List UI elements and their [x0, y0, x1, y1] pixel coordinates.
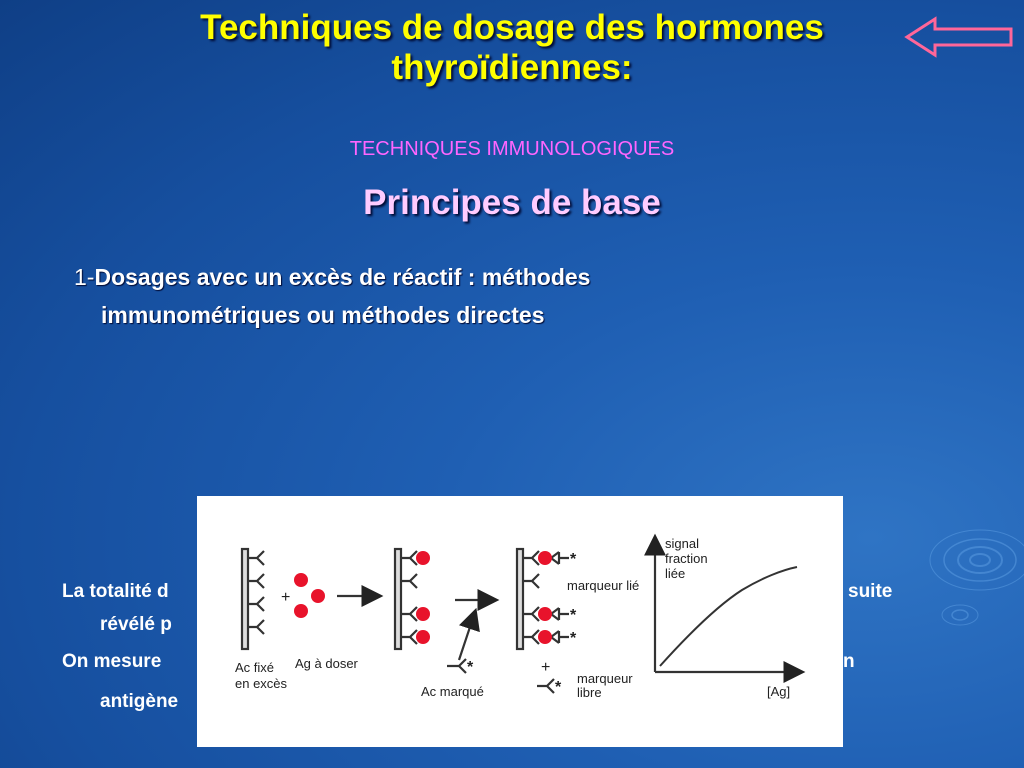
- body-text-p1-start: La totalité d: [62, 581, 169, 602]
- label-ag-a-doser: Ag à doser: [295, 656, 358, 671]
- immunometric-diagram: [197, 496, 843, 747]
- item-line-2: immunométriques ou méthodes directes: [101, 302, 545, 328]
- graph-xlabel: [Ag]: [767, 684, 791, 699]
- antigen-dot: [311, 589, 325, 603]
- marker-asterisk: *: [467, 659, 474, 676]
- antibody-icon: [523, 551, 539, 565]
- antibody-icon: [401, 574, 417, 588]
- marker-asterisk: *: [570, 630, 577, 647]
- label-en-exces: en excès: [235, 676, 288, 691]
- antigen-dot: [538, 551, 552, 565]
- graph-curve: [660, 567, 797, 666]
- antibody-icon: [523, 630, 539, 644]
- title-line-2: thyroïdiennes:: [391, 48, 633, 87]
- reaction-arrow: [459, 612, 475, 660]
- antibody-icon: [401, 551, 417, 565]
- plus-sign: +: [281, 589, 291, 606]
- body-text-p1-line2: révélé p: [100, 614, 172, 635]
- antibody-icon: [401, 607, 417, 621]
- section-heading: Principes de base: [363, 183, 661, 222]
- body-text-p2-start: On mesure: [62, 651, 162, 672]
- title-line-1: Techniques de dosage des hormones: [200, 8, 824, 47]
- antigen-dot: [294, 573, 308, 587]
- antibody-icon: [248, 551, 264, 565]
- solid-support-1: [242, 549, 248, 649]
- marker-asterisk: *: [570, 607, 577, 624]
- antigen-dot: [294, 604, 308, 618]
- antigen-dot: [538, 607, 552, 621]
- labelled-antibody-icon: [551, 552, 569, 564]
- antigen-dot: [416, 630, 430, 644]
- solid-support-2: [395, 549, 401, 649]
- body-text-p2-line2: antigène: [100, 691, 179, 712]
- plus-sign: +: [541, 659, 551, 676]
- graph-ylabel-2: fraction: [665, 551, 708, 566]
- labelled-antibody-icon: [551, 631, 569, 643]
- diagram-svg: [197, 496, 843, 747]
- antibody-icon: [401, 630, 417, 644]
- antigen-dot: [538, 630, 552, 644]
- list-item-1: [74, 258, 774, 334]
- ripple-decoration: [920, 520, 1024, 640]
- antibody-icon: [523, 607, 539, 621]
- item-number: 1-: [74, 264, 95, 290]
- graph-ylabel-1: signal: [665, 536, 699, 551]
- antibody-icon: [248, 574, 264, 588]
- label-marqueur-lie: marqueur lié: [567, 578, 640, 593]
- label-ac-marque: Ac marqué: [421, 684, 484, 699]
- body-text-p2-end: n: [843, 651, 855, 672]
- item-line-1: Dosages avec un excès de réactif : méthodes: [94, 264, 591, 290]
- antibody-icon: [523, 574, 539, 588]
- slide-title: [0, 8, 1024, 88]
- antigen-dot: [416, 551, 430, 565]
- label-marqueur-libre-1: marqueur: [577, 671, 633, 686]
- body-text-p1-end: suite: [848, 581, 893, 602]
- graph-ylabel-3: liée: [665, 566, 686, 581]
- antibody-icon: [248, 620, 264, 634]
- antigen-dot: [416, 607, 430, 621]
- label-marqueur-libre-2: libre: [577, 685, 602, 700]
- label-ac-fixe: Ac fixé: [235, 660, 275, 675]
- labelled-antibody-icon: [551, 608, 569, 620]
- antibody-icon: [248, 597, 264, 611]
- section-subtitle: TECHNIQUES IMMUNOLOGIQUES: [349, 138, 675, 160]
- marker-asterisk: *: [570, 551, 577, 568]
- back-arrow-icon[interactable]: [903, 16, 1017, 58]
- free-labelled-antibody-icon: [537, 679, 554, 693]
- labelled-antibody-icon: [447, 659, 466, 673]
- solid-support-3: [517, 549, 523, 649]
- marker-asterisk: *: [555, 679, 562, 696]
